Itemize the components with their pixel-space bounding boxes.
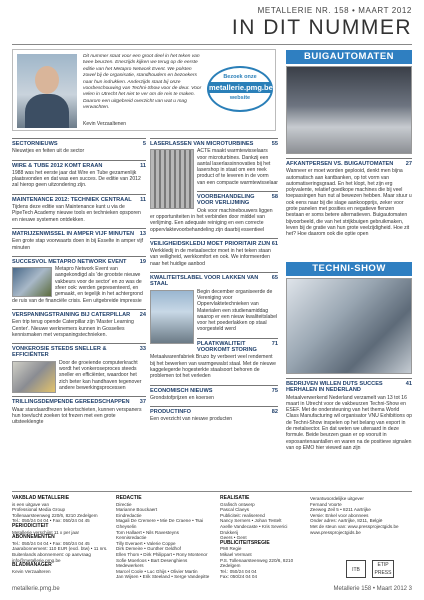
colophon-line: Geers • Gent [220, 535, 247, 541]
toc-item[interactable]: VONKEROSIE STEEDS SNELLER & EFFICIËNTER 33 Door de groeiende computerkracht wordt het vonkeroseproces steeds sneller en efficiënter, waardoor het zich beter kan handhaven tegenover andere bewerkingsprocessen [12, 343, 146, 391]
itb-logo: ITB [346, 560, 366, 578]
colophon-col-3 [220, 496, 302, 580]
colophon-line: Medewerkers [116, 563, 144, 569]
colophon-line: Tel.: 050/24 04 04 [220, 568, 257, 574]
website-badge[interactable] [207, 66, 273, 112]
toc-item[interactable]: PRODUCTINFO 82 Een overzicht van nieuwe producten [150, 406, 278, 423]
right-feature-2[interactable]: BEDRIJVEN WILLEN DUTS SUCCES HERHALEN IN NEDERLAND 41 Metaalverwerkend Nederland verzamelt van 13 tot 16 maart in Utrecht voor de vakbeurzen Techni-Show en ESEF. Met de ondersteuning van het thema World Class Manufacturing wil organisator VNU Exhibitions op de Techni-Show inspelen op het belang van export in de metalsector. En dat weten we uiteraard in deze formule. Beide beurzen gaan er op vooruit in exposantenaantallen en waren na de positieve signalen van op EMO hier viewed aan zijn [286, 378, 412, 456]
editorial-box [12, 49, 276, 131]
colophon-line: Nancy Serners • Johan Testelt [220, 518, 282, 524]
colophon-line: BLADMANAGER [12, 562, 52, 569]
middle-column [150, 138, 278, 428]
colophon-line: is een uitgave van [12, 501, 50, 507]
colophon-line: Axelle Vandecaste • Kris Severici [220, 523, 288, 529]
colophon-line: info@metallerie.pmg.be [12, 557, 61, 563]
colophon-line: PMI Regie [220, 546, 242, 552]
section-bar-techni-show: TECHNI-SHOW [286, 262, 412, 276]
colophon-line: Eindredactie [116, 512, 142, 518]
colophon-line: Mikael Vermant [220, 551, 252, 557]
left-column [12, 138, 146, 430]
colophon-col-1 [12, 496, 108, 574]
toc-item[interactable]: WIRE & TUBE 2012 KOMT ERAAN 11 1988 was het eerste jaar dat Wire en Tube gezamenlijk plaatsvonden en dat was een succes. De editie van 2012 zal hierop geen uitzondering zijn. [12, 160, 146, 189]
colophon-line: P.S. Tollenaarsteenweg 220/6, 8210 Zedelgem [220, 557, 294, 569]
editorial-text: Dit nummer staat voor een groot deel in het teken van twee beurzen. Enerzijds kijken we terug op de eerste editie van het Metapro Network Event. We polsten zowel bij de organisatie, standhouders en bezoekers naar hun indrukken. Anderzijds staat bij onze voorbeschouwing van Techni-Show voor de deur. Voor velen in Utrecht het niet te ver om de reis te maken. Daarom een uitgebreid overzicht van wat u mag verwachten. [83, 54, 202, 111]
colophon-col-2 [116, 496, 212, 580]
colophon [12, 491, 412, 580]
colophon-line: Pascal Claeys [220, 507, 250, 513]
colophon-line: PERIODICITEIT [12, 522, 49, 529]
vonkerosie-image [12, 361, 56, 393]
colophon-line: Kennisredactie [116, 535, 147, 541]
toc-item[interactable]: PLAATKWALITEIT VOORKOMT STORING 71 Metaalwarenfabriek Bruzo by verbeert veel rendement bij het bewerken van warmgewalst staal. Met de nieuwe kaggelegerde hogesterkte staalsoort behoren de problemen tot het verleden [150, 338, 278, 380]
colophon-col-4 [310, 496, 412, 535]
colophon-line: Ellen Thom • Dirk Philippart • Rony Montenor [116, 551, 208, 557]
toc-item[interactable]: MAINTENANCE 2012: TECHNIEK CENTRAAL 11 Tijdens deze editie van Maintenance kunt u via de PipeTech Academy nieuwe tools en technieken opsporen en nieuwe systemen ontdekken. [12, 194, 146, 223]
divider [12, 44, 412, 45]
colophon-line: Tilly Everaert • Valerie Coppe [116, 540, 176, 546]
toc-item[interactable]: SECTORNIEUWS 5 Nieuwtjes en feiten uit de sector [12, 138, 146, 155]
colophon-line: Publiciteit: realiserend [220, 512, 265, 518]
colophon-line: Tel.: 050/24 04 04 • Fax: 050/24 04 45 [12, 540, 90, 546]
issue-label: METALLERIE NR. 158 • MAART 2012 [257, 6, 412, 15]
colophon-line: Grafisch ontwerp [220, 501, 255, 507]
page-title: IN DIT NUMMER [231, 16, 412, 39]
badge-bottom: website [229, 95, 251, 101]
editorial-signature: Kevin Verzaaltenen [83, 121, 127, 127]
toc-item[interactable]: VEILIGHEIDSKLEDIJ MOET PRIORITAIR ZIJN 61 Werkkledij in de metaalsector moet in het teken staan van veiligheid, werkkomfort en ook. We informeerden naar het huidige aanbod [150, 238, 278, 267]
colophon-line: Magali De Cremere • Mie De Craene • Tsai Gheyselin [116, 518, 204, 529]
colophon-line: REDACTIE [116, 495, 142, 501]
badge-top: Bezoek onze [223, 74, 257, 80]
section-bar-buigautomaten: BUIGAUTOMATEN [286, 50, 412, 64]
toc-item[interactable]: VERSPANINGSTRAINING BIJ CATERPILLAR 24 Een trip terug opende Caterpillar zijn 'Master Learning Center'. Nieuwe werknemers kunnen in Gosselies kennismaken met verspaningstechnieken. [12, 309, 146, 338]
colophon-line: Onder adres: Aartrijke, 8211, België [310, 518, 383, 524]
colophon-line: Dirk Demeire • Gunther Geldhof [116, 546, 181, 552]
toc-item[interactable]: ECONOMISCH NIEUWS 75 Grondstofprijzen en koersen [150, 385, 278, 402]
colophon-line: REALISATIE [220, 495, 250, 501]
footer-website[interactable]: metallerie.pmg.be [12, 586, 60, 592]
colophon-line: Jan Wijsen • Erik Steeland • Serge Vandepitte [116, 574, 210, 580]
colophon-line: Kevin Verzaalteren [12, 568, 51, 574]
metapro-image [12, 267, 52, 297]
toc-item[interactable]: LASERLASSEN VAN MICROTURBINES 55 ACTE maakt warmtewisselaars voor microturbines. Dankzij een aantal laserlassinnovaties bij het lasershop in staat om een reek product of te leveren in de vorm van een compacte warmtewisselaar [150, 138, 278, 186]
colophon-line: Marcel Coole • Luc Ghijs • Olivier Martin [116, 568, 198, 574]
colophon-line: Verantwoordelijke uitgever [310, 496, 364, 501]
colophon-line: VAKBLAD METALLERIE [12, 495, 70, 501]
microturbine-image [150, 149, 194, 209]
colophon-line: Tel.: 050/24 04 04 • Fax: 050/24 04 45 [12, 518, 90, 524]
colophon-line: Marianne Bouckaert [116, 507, 158, 513]
lakken-image [150, 290, 194, 344]
colophon-line: Fax: 050/24 04 04 [220, 574, 258, 580]
colophon-line: Tollenaarsteenweg 220/6, 8210 Zedelgem [12, 512, 98, 518]
colophon-line: Met de steun van: www.pressprojectgids.be [310, 523, 399, 529]
colophon-line: www.pressprojectgids.be [310, 529, 361, 535]
colophon-line: Fernand Voorte [310, 501, 342, 507]
colophon-line: Metallerie verschijnt 11 x per jaar [12, 529, 80, 535]
colophon-line: Versie: Enkel voor abonnees [310, 512, 369, 518]
colophon-line: Buitenlands abonnement: op aanvraag [12, 551, 91, 557]
colophon-line: Sofie Moerloos • Bart Desenghiens [116, 557, 188, 563]
techni-show-image [286, 278, 412, 374]
colophon-line: Tom Hallaert • Nils Ravesteyns [116, 529, 179, 535]
colophon-line: Zeeweg Zeil 5 • 8211 Aartrijke [310, 507, 371, 513]
toc-item[interactable]: SUCCESVOL METAPRO NETWORK EVENT 19 Metapro Network Event van aangekondigd als 'de grootste nieuwe vakbeurs voor de sector' en zo was de sfeer ook: werden gepresenteerd, en gemaakt, en tegelijk in het achtergrond de ruis van de financiële crisis. Een uitgebreide impressie [12, 256, 146, 304]
footer-page-info: Metallerie 158 • Maart 2012 3 [333, 586, 412, 592]
colophon-line: Directie [116, 501, 132, 507]
colophon-line: PUBLICITEITSREGIE [220, 539, 270, 546]
badge-site: metallerie.pmg.be [209, 83, 273, 92]
etip-logo: ETIP PRESS [372, 560, 394, 578]
right-feature-1[interactable]: AFKANTPERSEN VS. BUIGAUTOMATEN 27 Wanneer er moet worden geplooid, denkt men bijna automatisch aan kantbanken, op tot vorm van automatiseringsgraad. En het klopt, het zijn erg polyvalente, relatief goedkope machines die bij veel toepassingen hun nut al bewezen hebben. Maar stuur u ook eens naar bij die slage aankoopprijs, zeker voor grote panelen met posities en negatieve flenzen bestaan er soms betere alternatieven. Buigautomaten bijvoorbeeld, die van het strijkbuigen gebruikmaken, leven bij de gratie van hun grote veelzijdigheid. Hoe zit het? Hoe daarom ook die optie open [286, 158, 412, 243]
colophon-line: Drukkerij [220, 529, 239, 535]
colophon-line: Professional Media Group [12, 507, 66, 513]
editor-photo [17, 54, 77, 128]
toc-item[interactable]: TRILLINGSDEMPENDE GEREEDSCHAPPEN 37 Waar standaardfrezen tekortschieten, kunnen verspaners hun toevlucht zoeken tot frezen met een grote uitsteeklengte [12, 396, 146, 425]
toc-item[interactable]: VOORBEHANDELING VOOR VERLIJMING 58 Ook voor machinebouwers liggen er opportuniteiten in het verbinden door middel van verlijming. Een adequate reiniging en een correcte oppervlaktevoorbehandeling zijn daarbij essentieel [150, 191, 278, 233]
colophon-line: ABONNEMENTEN [12, 534, 55, 541]
toc-item[interactable]: KWALITEITSLABEL VOOR LAKKEN VAN STAAL 65 Begin december organiseerde de Vereniging voor Oppervlaktetechnieken van Materialen een studienamiddag waarop er een nieuw kwaliteitslabel voor het poederlakken op staal voorgesteld werd [150, 272, 278, 333]
buigautomaat-image [286, 66, 412, 154]
colophon-line: Jaarabonnement: 110 EUR (excl. btw) • 11 nrs. [12, 546, 108, 552]
toc-item[interactable]: MATRIJZENWISSEL IN AMPER VIJF MINUTEN 13 Een grote stap voorwaarts doen in bij Esselte in amper vijf minuten [12, 228, 146, 251]
